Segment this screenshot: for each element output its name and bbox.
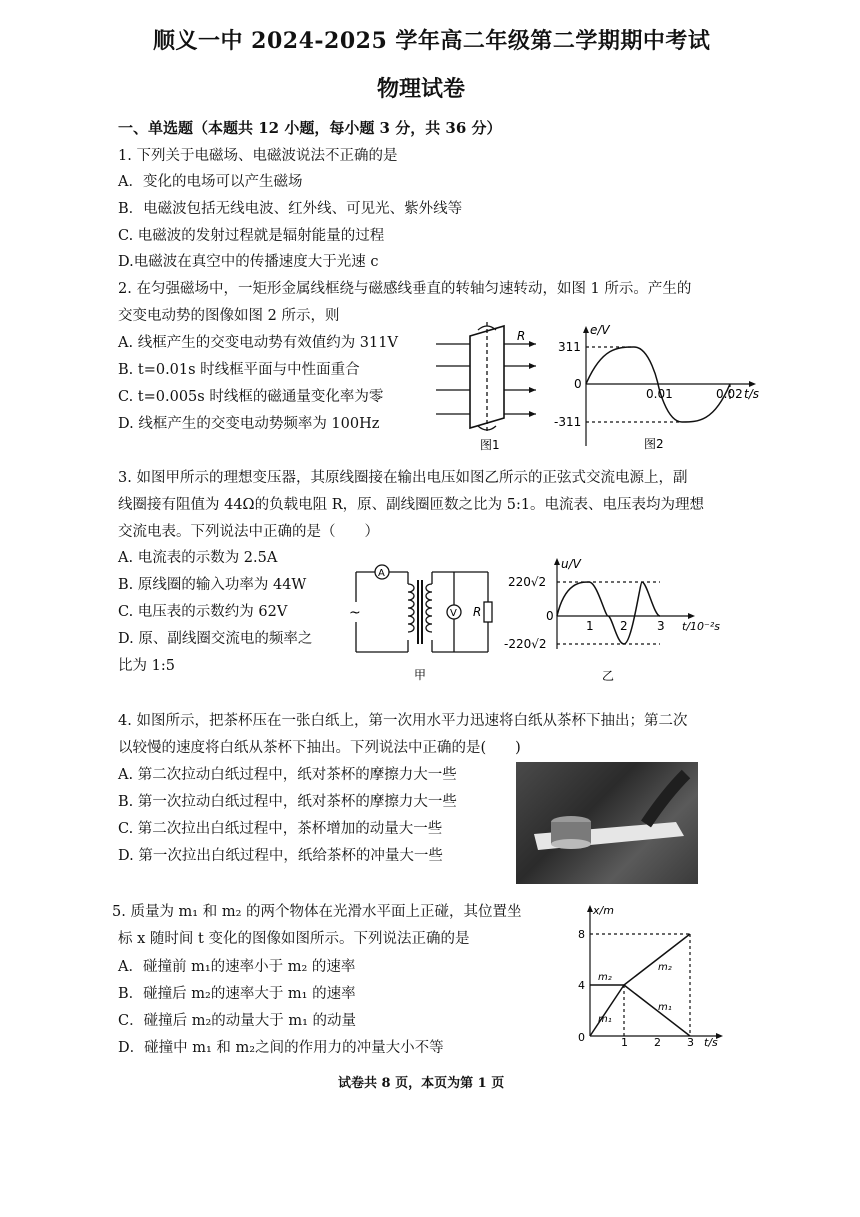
q5-graph-m2-after: m₂ [658, 962, 672, 973]
q3-option-d: D. 原、副线圈交流电的频率之 [118, 631, 313, 647]
q3-stem-line2: 线圈接有阻值为 44Ω的负载电阻 R，原、副线圈匝数之比为 5:1。电流表、电压表均为理想 [118, 497, 705, 513]
q2-fig2-t2: 0.02 [716, 387, 743, 401]
q2-fig1-label: 图1 [480, 438, 500, 452]
q2-fig2-ymin: -311 [554, 415, 582, 429]
q5-graph-xlabel: t/s [704, 1036, 718, 1048]
section-heading: 一、单选题（本题共 12 小题，每小题 3 分，共 36 分） [118, 119, 502, 137]
q3-fig-yi-t1: 1 [586, 619, 594, 633]
q3-option-b: B. 原线圈的输入功率为 44W [118, 577, 307, 593]
q3-stem-line3: 交流电表。下列说法中正确的是（ ） [118, 524, 379, 540]
q2-fig1-resistor-label: R [517, 329, 526, 343]
q3-ammeter-label: A [378, 568, 385, 579]
q2-option-d: D. 线框产生的交变电动势频率为 100Hz [118, 416, 380, 432]
q3-source-symbol: ~ [349, 605, 361, 621]
q4-option-b: B. 第一次拉动白纸过程中，纸对茶杯的摩擦力大一些 [118, 794, 457, 810]
q5-graph-m2-before: m₂ [598, 972, 612, 983]
q1-option-b: B．电磁波包括无线电波、红外线、可见光、紫外线等 [118, 201, 463, 217]
q2-figure1-coil [432, 322, 542, 452]
q5-option-a: A．碰撞前 m₁的速率小于 m₂ 的速率 [118, 959, 356, 975]
q2-stem-line2: 交变电动势的图像如图 2 所示，则 [118, 308, 340, 324]
q3-fig-yi-t3: 3 [657, 619, 665, 633]
q5-graph-x3: 3 [687, 1036, 694, 1048]
q4-option-c: C. 第二次拉出白纸过程中，茶杯增加的动量大一些 [118, 821, 443, 837]
q5-graph-y8: 8 [578, 928, 585, 941]
q4-cup-photo [516, 762, 698, 884]
q2-fig2-t1: 0.01 [646, 387, 673, 401]
q5-option-d: D．碰撞中 m₁ 和 m₂之间的作用力的冲量大小不等 [118, 1040, 444, 1056]
q3-figure-yi-graph [502, 554, 737, 686]
q5-graph-m1-after: m₁ [658, 1002, 672, 1013]
q5-xt-graph [570, 898, 730, 1048]
q3-fig-yi-ymin: -220√2 [504, 637, 547, 651]
q5-stem-line2: 标 x 随时间 t 变化的图像如图所示。下列说法正确的是 [118, 931, 470, 947]
q5-graph-y4: 4 [578, 979, 585, 992]
q2-fig2-label: 图2 [644, 437, 664, 451]
q1-option-a: A．变化的电场可以产生磁场 [118, 174, 303, 190]
q5-graph-origin: 0 [578, 1031, 585, 1044]
q4-stem-line1: 4. 如图所示，把茶杯压在一张白纸上，第一次用水平力迅速将白纸从茶杯下抽出；第二次 [118, 713, 688, 729]
q3-fig-yi-xlabel: t/10⁻²s [682, 620, 720, 633]
q1-option-c: C. 电磁波的发射过程就是辐射能量的过程 [118, 228, 385, 244]
q1-option-d: D.电磁波在真空中的传播速度大于光速 c [118, 254, 379, 270]
q3-figure-jia-circuit [346, 562, 496, 684]
q2-option-c: C. t=0.005s 时线框的磁通量变化率为零 [118, 389, 384, 405]
exam-subtitle: 物理试卷 [377, 76, 466, 102]
q4-option-d: D. 第一次拉出白纸过程中，纸给茶杯的冲量大一些 [118, 848, 443, 864]
q3-fig-yi-ylabel: u/V [561, 557, 581, 571]
q2-stem-line1: 2. 在匀强磁场中，一矩形金属线框绕与磁感线垂直的转轴匀速转动，如图 1 所示。产生的 [118, 281, 692, 297]
q3-stem-line1: 3. 如图甲所示的理想变压器，其原线圈接在输出电压如图乙所示的正弦式交流电源上，副 [118, 470, 688, 486]
q3-fig-jia-label: 甲 [414, 668, 427, 682]
q3-fig-yi-label: 乙 [602, 669, 615, 683]
q2-fig2-origin: 0 [574, 377, 582, 391]
q5-graph-x1: 1 [621, 1036, 628, 1048]
q3-option-c: C. 电压表的示数约为 62V [118, 604, 288, 620]
q2-figure2-graph [548, 318, 768, 453]
q5-option-b: B．碰撞后 m₂的速率大于 m₁ 的速率 [118, 986, 356, 1002]
q3-fig-yi-ymax: 220√2 [508, 575, 547, 589]
exam-title: 顺义一中 2024-2025 学年高二年级第二学期期中考试 [153, 28, 711, 54]
q1-stem: 1. 下列关于电磁场、电磁波说法不正确的是 [118, 148, 398, 164]
q4-option-a: A. 第二次拉动白纸过程中，纸对茶杯的摩擦力大一些 [118, 767, 457, 783]
q4-stem-line2: 以较慢的速度将白纸从茶杯下抽出。下列说法中正确的是( ) [118, 740, 521, 756]
q3-option-d-cont: 比为 1:5 [118, 658, 175, 674]
q3-fig-yi-origin: 0 [546, 609, 554, 623]
q5-option-c: C．碰撞后 m₂的动量大于 m₁ 的动量 [118, 1013, 357, 1029]
q2-fig2-xlabel: t/s [744, 387, 759, 401]
q5-stem-line1: 5. 质量为 m₁ 和 m₂ 的两个物体在光滑水平面上正碰，其位置坐 [112, 904, 522, 920]
q3-option-a: A. 电流表的示数为 2.5A [118, 550, 278, 566]
page-footer: 试卷共 8 页，本页为第 1 页 [338, 1076, 505, 1091]
q3-voltmeter-label: V [450, 608, 457, 619]
q5-graph-ylabel: x/m [593, 904, 614, 917]
q5-graph-m1-before: m₁ [598, 1014, 612, 1025]
q3-fig-yi-t2: 2 [620, 619, 628, 633]
q3-resistor-label: R [473, 605, 482, 619]
q2-fig2-ylabel: e/V [590, 323, 610, 337]
q2-option-a: A. 线框产生的交变电动势有效值约为 311V [118, 335, 398, 351]
q4-cup-illustration [516, 762, 698, 884]
q5-graph-x2: 2 [654, 1036, 661, 1048]
q2-fig2-ymax: 311 [558, 340, 581, 354]
q2-option-b: B. t=0.01s 时线框平面与中性面重合 [118, 362, 360, 378]
